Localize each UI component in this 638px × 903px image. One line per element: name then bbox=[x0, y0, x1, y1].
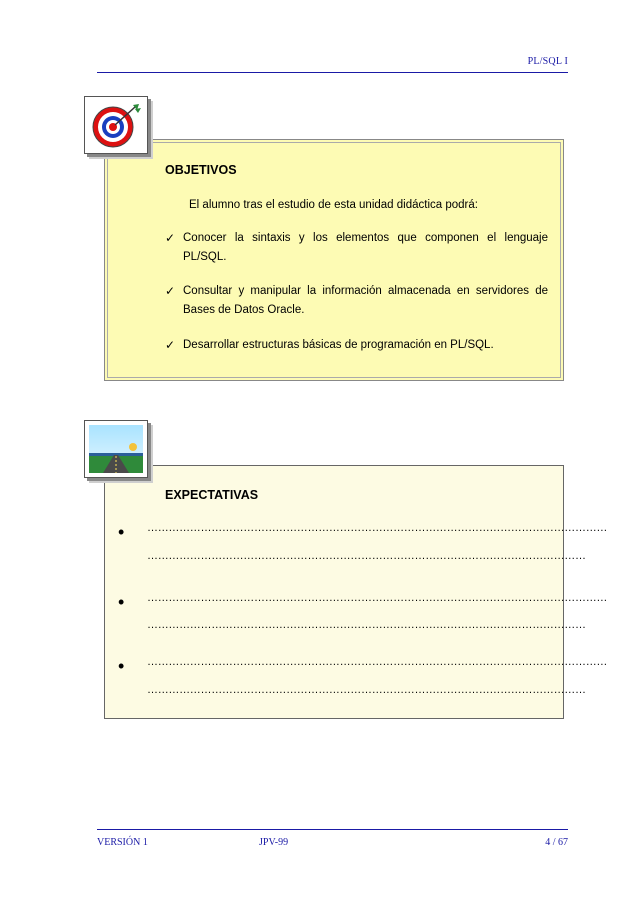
objectives-title: OBJETIVOS bbox=[165, 163, 237, 177]
expectation-blank-line: …………………………………………………………………………………………………………… bbox=[147, 684, 586, 696]
expectations-title: EXPECTATIVAS bbox=[165, 488, 259, 502]
objectives-intro: El alumno tras el estudio de esta unidad didáctica podrá: bbox=[189, 199, 478, 211]
checkmark-icon: ✓ bbox=[165, 338, 176, 352]
objective-line: PL/SQL. bbox=[183, 251, 227, 263]
target-icon bbox=[89, 101, 143, 149]
bullet-icon: • bbox=[118, 592, 125, 612]
footer-version: VERSIÓN 1 bbox=[97, 837, 148, 848]
expectation-blank-line: …………………………………………………………………………………………………………… bbox=[147, 619, 586, 631]
checkmark-icon: ✓ bbox=[165, 231, 176, 245]
objective-item bbox=[165, 336, 548, 355]
bullet-icon: • bbox=[118, 522, 125, 542]
expectation-blank-line: ………………………………………………………………………………………………………………… bbox=[147, 656, 608, 668]
expectation-blank-line: ………………………………………………………………………………………………………………… bbox=[147, 522, 608, 534]
expectation-blank-line: …………………………………………………………………………………………………………… bbox=[147, 550, 586, 562]
expectation-blank-line: ………………………………………………………………………………………………………………… bbox=[147, 592, 608, 604]
header-title: PL/SQL I bbox=[527, 56, 568, 67]
objective-line: Bases de Datos Oracle. bbox=[183, 304, 305, 316]
objective-line: Conocer la sintaxis y los elementos que componen el lenguaje bbox=[183, 232, 548, 244]
objective-line: Desarrollar estructuras básicas de programación en PL/SQL. bbox=[183, 339, 494, 351]
objectives-icon-tile bbox=[84, 96, 148, 154]
header-divider bbox=[97, 72, 568, 73]
road-landscape-icon bbox=[89, 425, 143, 473]
footer-author: JPV-99 bbox=[259, 837, 289, 848]
objective-item bbox=[165, 229, 548, 267]
footer-page-number: 4 / 67 bbox=[545, 837, 568, 848]
expectations-icon-tile bbox=[84, 420, 148, 478]
footer-divider bbox=[97, 829, 568, 830]
objective-item bbox=[165, 282, 548, 320]
objective-line: Consultar y manipular la información almacenada en servidores de bbox=[183, 285, 548, 297]
checkmark-icon: ✓ bbox=[165, 284, 176, 298]
bullet-icon: • bbox=[118, 656, 125, 676]
